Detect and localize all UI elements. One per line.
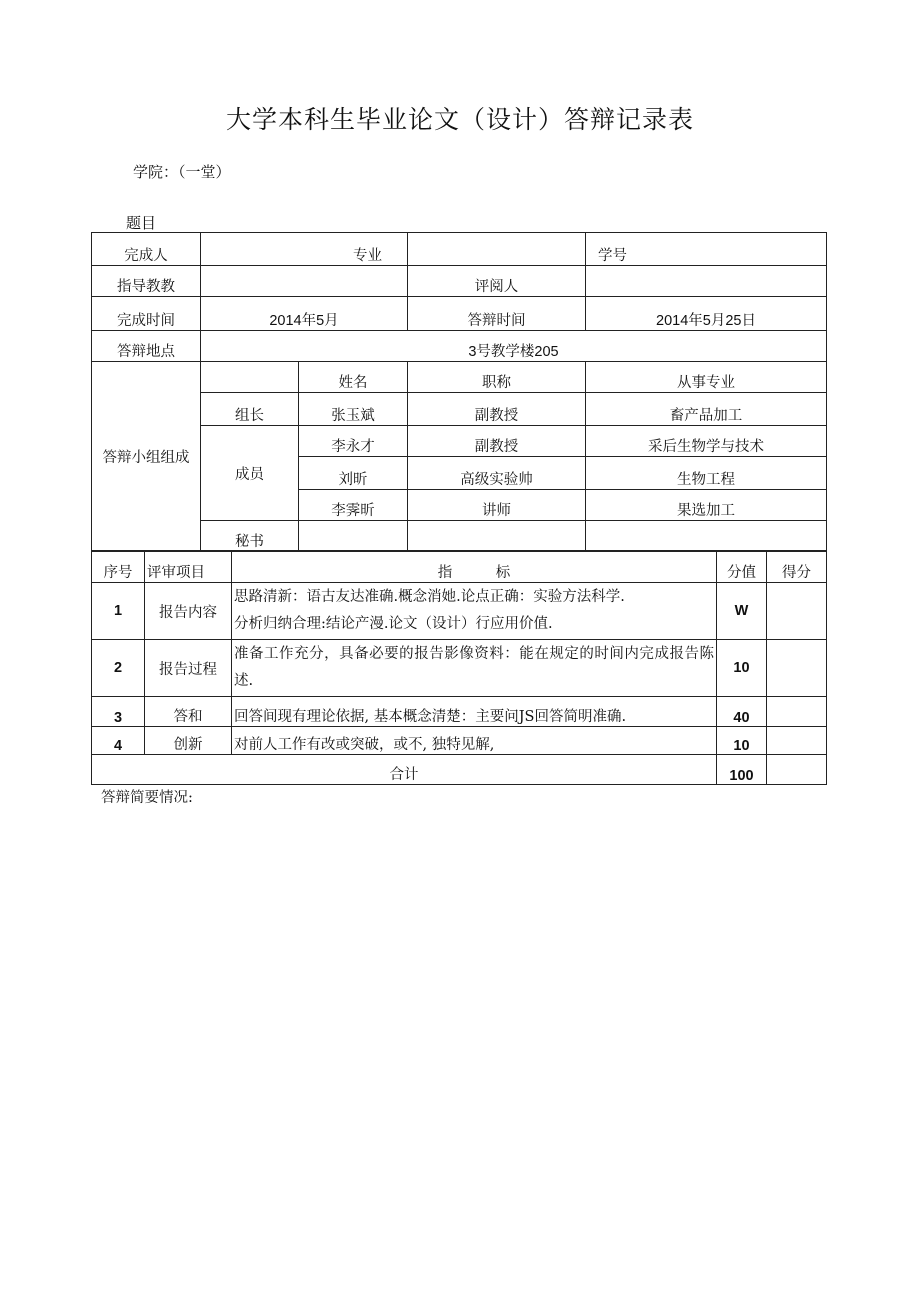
member-name: 李永才	[299, 426, 408, 457]
head-no: 序号	[92, 551, 145, 583]
row-no: 4	[92, 727, 145, 755]
secretary-field[interactable]	[586, 521, 827, 552]
advisor-value[interactable]	[201, 266, 408, 297]
indicator-line: 思路清新：语古友达准确.概念消她.论点正确：实验方法科学.	[234, 589, 625, 605]
secretary-label: 秘书	[201, 521, 299, 552]
row-no: 1	[92, 583, 145, 640]
head-score: 得分	[767, 551, 827, 583]
major-value[interactable]	[408, 233, 586, 266]
leader-name: 张玉斌	[299, 393, 408, 426]
committee-head-title: 职称	[408, 362, 586, 393]
location-value: 3号教学楼205	[201, 331, 827, 362]
member-field: 果选加工	[586, 490, 827, 521]
leader-label: 组长	[201, 393, 299, 426]
committee-head-field: 从事专业	[586, 362, 827, 393]
row-indicator: 准备工作充分，具备必要的报告影像资料：能在规定的时间内完成报告陈述.	[232, 640, 717, 697]
member-title: 讲师	[408, 490, 586, 521]
row-indicator: 对前人工作有改或突破，或不, 独特见解,	[232, 727, 717, 755]
total-score[interactable]	[767, 755, 827, 785]
author-label: 完成人	[92, 233, 201, 266]
row-points: 40	[717, 697, 767, 727]
row-indicator: 回答间现有理论依据, 基本概念清楚：主要问JS回答简明准确.	[232, 697, 717, 727]
finish-time-value: 2014年5月	[201, 297, 408, 331]
row-item: 答和	[145, 697, 232, 727]
member-title: 副教授	[408, 426, 586, 457]
row-item: 创新	[145, 727, 232, 755]
committee-label: 答辩小组组成	[92, 362, 201, 552]
member-field: 生物工程	[586, 457, 827, 490]
row-points: 10	[717, 727, 767, 755]
scoring-table	[91, 550, 827, 785]
location-label: 答辩地点	[92, 331, 201, 362]
row-score[interactable]	[767, 583, 827, 640]
row-item: 报告过程	[145, 640, 232, 697]
leader-field: 畜产品加工	[586, 393, 827, 426]
total-points: 100	[717, 755, 767, 785]
row-score[interactable]	[767, 640, 827, 697]
member-field: 采后生物学与技术	[586, 426, 827, 457]
head-indicator: 指 标	[232, 551, 717, 583]
row-score[interactable]	[767, 727, 827, 755]
indicator-line: 分析归纳合理:结论产漫.论文（设计）行应用价值.	[234, 616, 553, 632]
row-no: 2	[92, 640, 145, 697]
major-label: 专业	[201, 233, 408, 266]
finish-time-label: 完成时间	[92, 297, 201, 331]
head-item: 评审项目	[145, 551, 232, 583]
topic-label: 题目	[126, 214, 157, 232]
row-points: W	[717, 583, 767, 640]
reviewer-value[interactable]	[586, 266, 827, 297]
row-item: 报告内容	[145, 583, 232, 640]
reviewer-label: 评阅人	[408, 266, 586, 297]
total-label: 合计	[92, 755, 717, 785]
member-name: 李霁昕	[299, 490, 408, 521]
student-id-label: 学号	[586, 233, 827, 266]
row-indicator	[232, 583, 717, 640]
secretary-title[interactable]	[408, 521, 586, 552]
member-title: 高级实验帅	[408, 457, 586, 490]
defense-time-label: 答辩时间	[408, 297, 586, 331]
defense-time-value: 2014年5月25日	[586, 297, 827, 331]
committee-head-name: 姓名	[299, 362, 408, 393]
row-points: 10	[717, 640, 767, 697]
summary-label: 答辩简要情况:	[101, 790, 193, 806]
leader-title: 副教授	[408, 393, 586, 426]
secretary-name[interactable]	[299, 521, 408, 552]
college-line: 学院：（一堂）	[133, 163, 231, 181]
members-label: 成员	[201, 426, 299, 521]
row-score[interactable]	[767, 697, 827, 727]
committee-blank-header	[201, 362, 299, 393]
info-table	[91, 232, 827, 552]
member-name: 刘昕	[299, 457, 408, 490]
head-points: 分值	[717, 551, 767, 583]
advisor-label: 指导教教	[92, 266, 201, 297]
page-title: 大学本科生毕业论文（设计）答辩记录表	[225, 105, 694, 134]
row-no: 3	[92, 697, 145, 727]
